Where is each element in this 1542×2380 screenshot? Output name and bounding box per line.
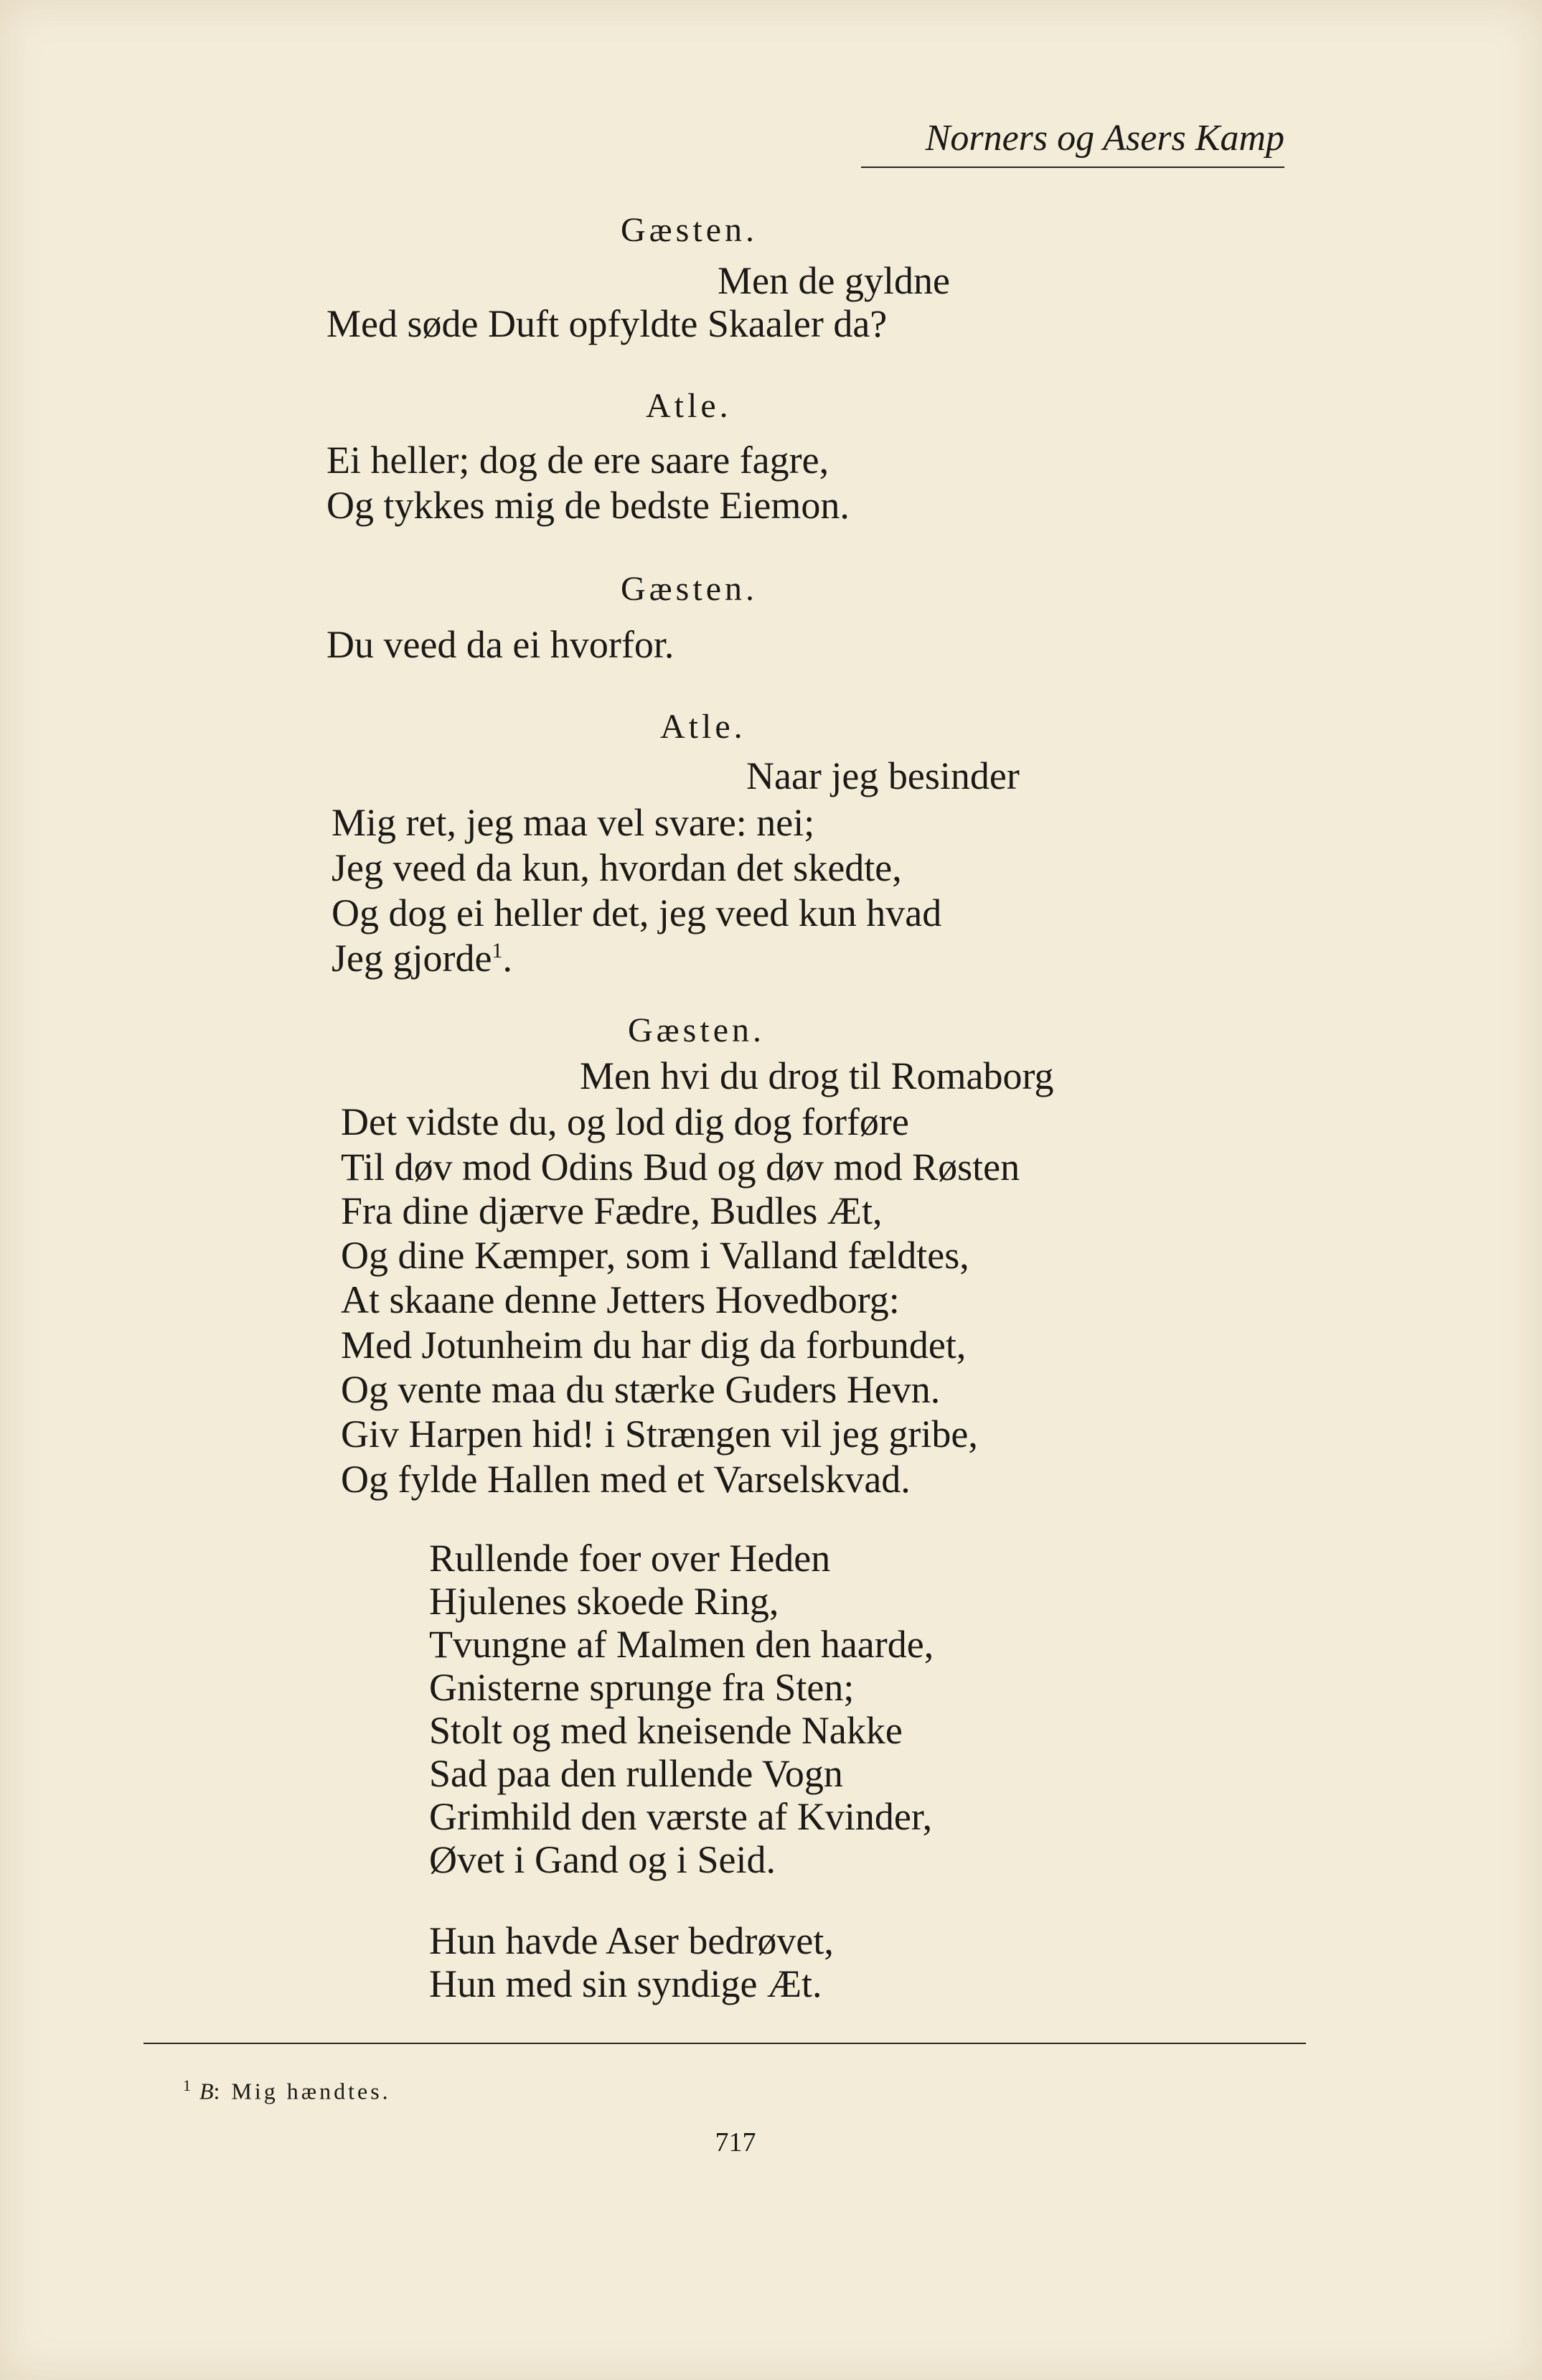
speaker-name: Atle.	[660, 708, 746, 746]
verse-line: Giv Harpen hid! i Strængen vil jeg gribe,	[341, 1412, 978, 1456]
verse-line: Du veed da ei hvorfor.	[326, 623, 674, 666]
page-number: 717	[715, 2127, 756, 2158]
verse-line: Og dine Kæmper, som i Valland fældtes,	[341, 1234, 969, 1277]
footnote-marker: 1	[492, 939, 503, 962]
verse-line: Men hvi du drog til Romaborg	[580, 1054, 1054, 1097]
footnote-number: 1	[183, 2076, 191, 2094]
running-header: Norners og Asers Kamp	[925, 118, 1284, 159]
song-line: Øvet i Gand og i Seid.	[429, 1838, 776, 1881]
song-line: Tvungne af Malmen den haarde,	[429, 1623, 934, 1666]
verse-line: Ei heller; dog de ere saare fagre,	[326, 439, 829, 482]
verse-line: Med søde Duft opfyldte Skaaler da?	[326, 302, 888, 345]
footnote-source: B	[199, 2078, 214, 2104]
song-line: Rullende foer over Heden	[429, 1537, 831, 1580]
verse-line: Jeg veed da kun, hvordan det skedte,	[332, 846, 902, 889]
footnote-rule	[144, 2043, 1306, 2044]
verse-line: Med Jotunheim du har dig da forbundet,	[341, 1323, 967, 1367]
song-line: Hjulenes skoede Ring,	[429, 1580, 779, 1623]
verse-punctuation: .	[502, 937, 512, 980]
verse-line: Det vidste du, og lod dig dog forføre	[341, 1100, 909, 1143]
header-rule	[861, 167, 1284, 168]
song-line: Hun havde Aser bedrøvet,	[429, 1919, 834, 1962]
verse-line: Og dog ei heller det, jeg veed kun hvad	[332, 891, 942, 934]
song-line: Stolt og med kneisende Nakke	[429, 1709, 903, 1752]
verse-line: Naar jeg besinder	[746, 754, 1020, 797]
footnote-text: : Mig hændtes.	[213, 2078, 391, 2104]
speaker-name: Gæsten.	[621, 570, 758, 608]
verse-line: Mig ret, jeg maa vel svare: nei;	[332, 801, 815, 844]
verse-line: Fra dine djærve Fædre, Budles Æt,	[341, 1189, 883, 1232]
verse-line: Og tykkes mig de bedste Eiemon.	[326, 484, 850, 527]
speaker-name: Gæsten.	[621, 211, 758, 249]
verse-line: At skaane denne Jetters Hovedborg:	[341, 1278, 900, 1321]
speaker-name: Atle.	[646, 387, 732, 425]
song-line: Hun med sin syndige Æt.	[429, 1962, 822, 2005]
verse-text: Jeg gjorde	[332, 937, 492, 980]
verse-line: Og fylde Hallen med et Varselskvad.	[341, 1458, 911, 1501]
footnote	[183, 2070, 391, 2107]
song-line: Grimhild den værste af Kvinder,	[429, 1795, 933, 1838]
verse-line: Men de gyldne	[718, 259, 950, 302]
song-line: Sad paa den rullende Vogn	[429, 1752, 843, 1795]
verse-line: Til døv mod Odins Bud og døv mod Røsten	[341, 1146, 1020, 1189]
song-line: Gnisterne sprunge fra Sten;	[429, 1666, 855, 1709]
verse-line-with-note	[332, 936, 512, 980]
verse-line: Og vente maa du stærke Guders Hevn.	[341, 1368, 941, 1411]
speaker-name: Gæsten.	[628, 1011, 765, 1049]
